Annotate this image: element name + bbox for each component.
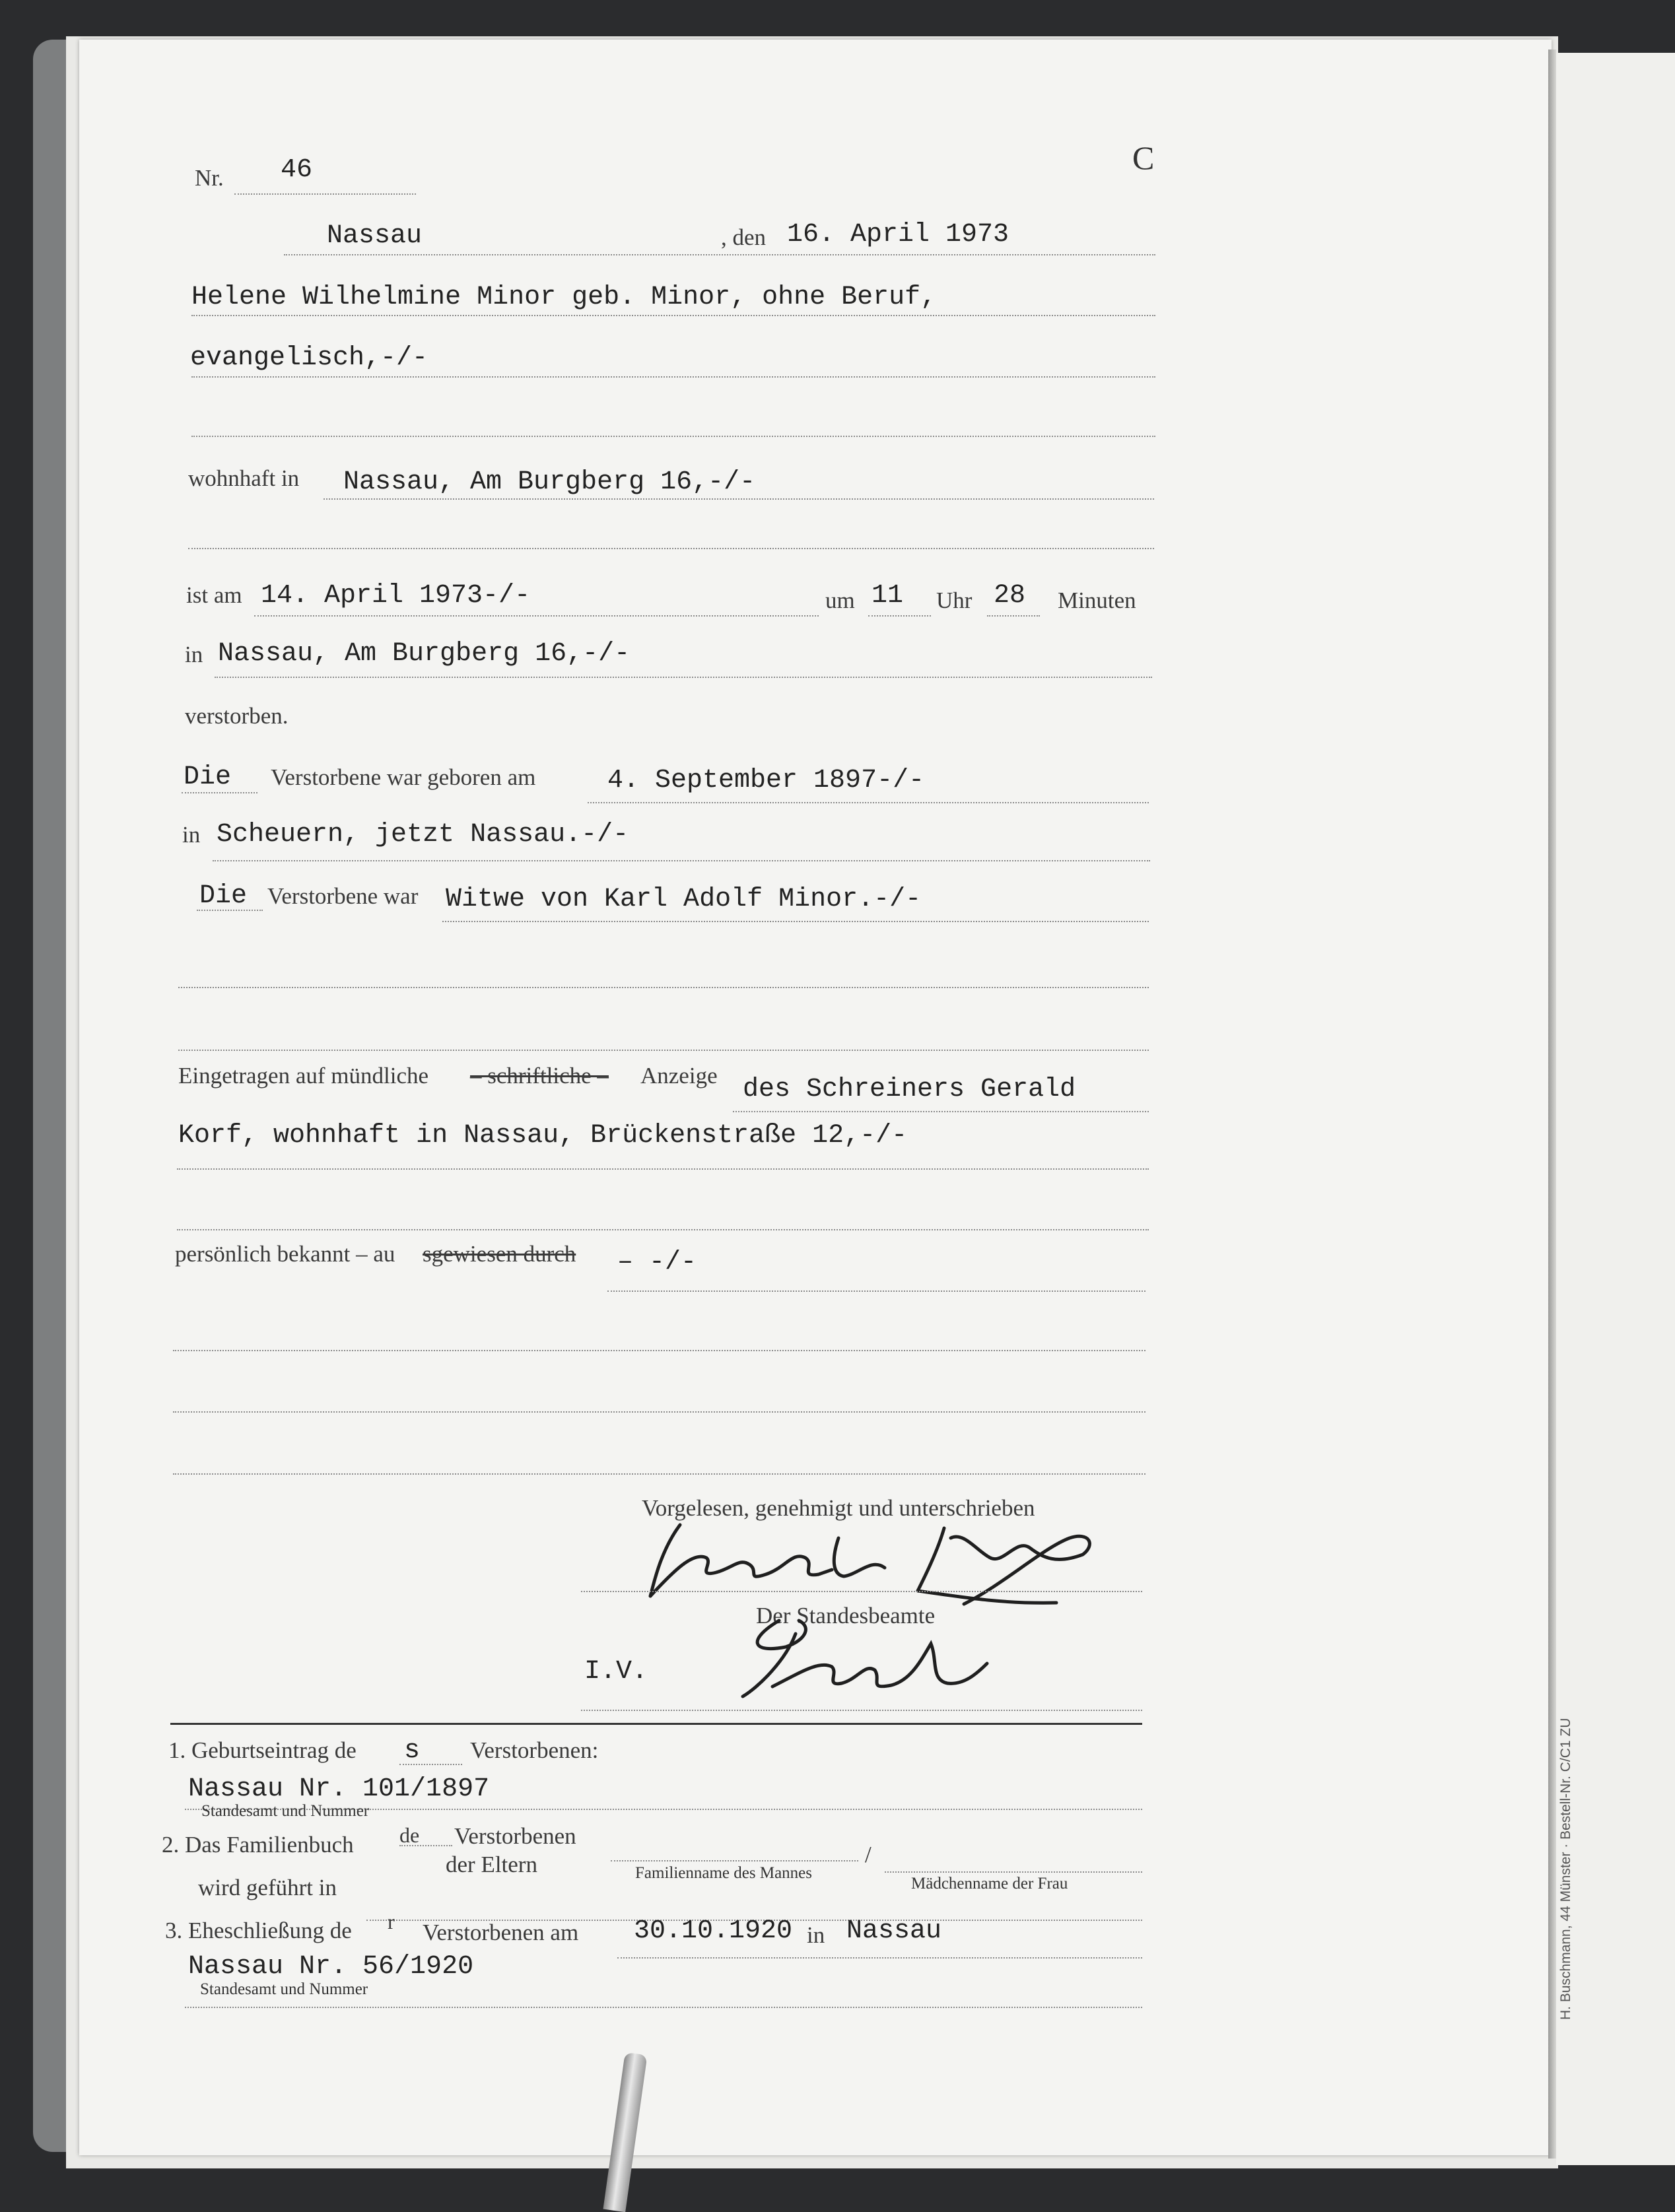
rule	[607, 1290, 1145, 1292]
note-3-label: 3. Eheschließung de	[165, 1918, 352, 1943]
rule	[173, 1473, 1145, 1475]
anzeige-label: Anzeige	[640, 1063, 718, 1089]
book-fold	[1548, 50, 1556, 2159]
note-1-verstorbenen: Verstorbenen:	[470, 1737, 599, 1763]
hour-field: 11	[872, 581, 904, 611]
date-field: 16. April 1973	[787, 220, 1009, 250]
rule	[733, 1111, 1149, 1112]
note-2-de: de	[399, 1823, 420, 1847]
ist-am-label: ist am	[186, 582, 242, 608]
status-field: Witwe von Karl Adolf Minor.-/-	[446, 885, 922, 914]
marriage-place-field: Nassau	[846, 1916, 942, 1946]
rule	[173, 1411, 1145, 1413]
form-letter: C	[1132, 139, 1155, 176]
eingetragen-label: Eingetragen auf mündliche	[178, 1063, 429, 1089]
birth-record-field: Nassau Nr. 101/1897	[188, 1774, 490, 1804]
article-field: Die	[199, 881, 248, 911]
nr-label: Nr.	[195, 165, 224, 191]
person-line-2: evangelisch,-/-	[190, 343, 428, 373]
note-2-eltern: der Eltern	[446, 1852, 537, 1877]
rule	[581, 1591, 1142, 1592]
standesamt-caption-2: Standesamt und Nummer	[200, 1980, 368, 1998]
rule	[182, 792, 257, 793]
rule	[177, 1168, 1149, 1170]
person-line-1: Helene Wilhelmine Minor geb. Minor, ohne Beruf,	[191, 283, 937, 312]
place-field: Nassau	[327, 221, 423, 251]
note-2-slash: /	[865, 1842, 872, 1867]
section-divider	[170, 1723, 1142, 1725]
vorgelesen-text: Vorgelesen, genehmigt und unterschrieben	[642, 1495, 1035, 1521]
informant-line-2: Korf, wohnhaft in Nassau, Brückenstraße 12,-/-	[178, 1121, 908, 1151]
rule	[324, 498, 1154, 500]
rule	[234, 193, 416, 195]
rule	[284, 254, 1155, 255]
rule	[197, 910, 263, 911]
maedchenname-caption: Mädchenname der Frau	[911, 1875, 1068, 1893]
publisher-imprint: H. Buschmann, 44 Münster · Bestell-Nr. C/C1 ZU	[1558, 1718, 1573, 2020]
death-place-field: Nassau, Am Burgberg 16,-/-	[218, 639, 631, 669]
rule	[588, 802, 1149, 803]
entry-number: 46	[281, 155, 313, 185]
note-1-label: 1. Geburtseintrag de	[168, 1737, 357, 1763]
rule	[885, 1871, 1142, 1873]
familienname-caption: Familienname des Mannes	[635, 1864, 812, 1882]
birth-date-field: 4. September 1897-/-	[607, 766, 925, 795]
rule	[213, 860, 1150, 861]
standesbeamte-label: Der Standesbeamte	[756, 1603, 936, 1628]
registrar-signature	[733, 1601, 1010, 1706]
den-label: , den	[721, 224, 767, 250]
standesamt-caption: Standesamt und Nummer	[201, 1802, 370, 1820]
rule	[188, 548, 1154, 549]
note-2-gefuehrt: wird geführt in	[198, 1875, 337, 1900]
verstorben-label: verstorben.	[185, 703, 289, 729]
rule	[191, 436, 1155, 437]
rule	[987, 615, 1040, 617]
war-label: Verstorbene war	[267, 883, 419, 909]
informant-signature	[634, 1512, 1109, 1611]
minuten-label: Minuten	[1058, 587, 1136, 613]
wohnhaft-label: wohnhaft in	[188, 465, 300, 491]
geboren-label: Verstorbene war geboren am	[271, 764, 536, 790]
informant-line-1: des Schreiners Gerald	[743, 1075, 1076, 1104]
rule	[442, 921, 1149, 922]
rule	[173, 1350, 1145, 1351]
marriage-record-field: Nassau Nr. 56/1920	[188, 1952, 474, 1982]
note-3-verstorbenen-am: Verstorbenen am	[423, 1920, 579, 1945]
rule	[399, 1764, 462, 1765]
bekannt-value: – -/-	[617, 1248, 697, 1277]
rule	[215, 677, 1152, 678]
um-label: um	[825, 587, 855, 613]
rule	[581, 1710, 1142, 1711]
uhr-label: Uhr	[936, 587, 973, 613]
rule	[868, 615, 931, 617]
rule	[177, 1229, 1149, 1230]
minutes-field: 28	[994, 581, 1026, 611]
rule	[191, 315, 1155, 316]
in-label: in	[182, 822, 201, 848]
rule	[178, 1050, 1149, 1051]
marriage-date-field: 30.10.1920	[634, 1916, 793, 1946]
note-2-label: 2. Das Familienbuch	[162, 1832, 354, 1858]
rule	[254, 615, 819, 617]
note-3-suffix: r	[388, 1910, 395, 1933]
ausgewiesen-struck: sgewiesen durch	[423, 1241, 576, 1267]
birth-place-field: Scheuern, jetzt Nassau.-/-	[217, 820, 629, 850]
note-3-in: in	[807, 1922, 825, 1948]
rule	[399, 1845, 452, 1846]
rule	[178, 987, 1149, 988]
bekannt-label: persönlich bekannt – au	[175, 1241, 395, 1267]
iv-mark: I.V.	[584, 1657, 648, 1687]
facing-page	[1556, 53, 1675, 2165]
death-date-field: 14. April 1973-/-	[261, 581, 531, 611]
note-2-verstorbenen: Verstorbenen	[454, 1823, 576, 1849]
rule	[191, 376, 1155, 378]
schriftliche-struck: – schriftliche –	[470, 1063, 609, 1089]
rule	[617, 1957, 1142, 1959]
rule	[185, 2007, 1142, 2008]
note-1-suffix: s	[404, 1736, 421, 1766]
residence-field: Nassau, Am Burgberg 16,-/-	[343, 467, 756, 497]
article-field: Die	[184, 762, 232, 792]
rule	[611, 1860, 858, 1861]
in-label: in	[185, 642, 203, 667]
